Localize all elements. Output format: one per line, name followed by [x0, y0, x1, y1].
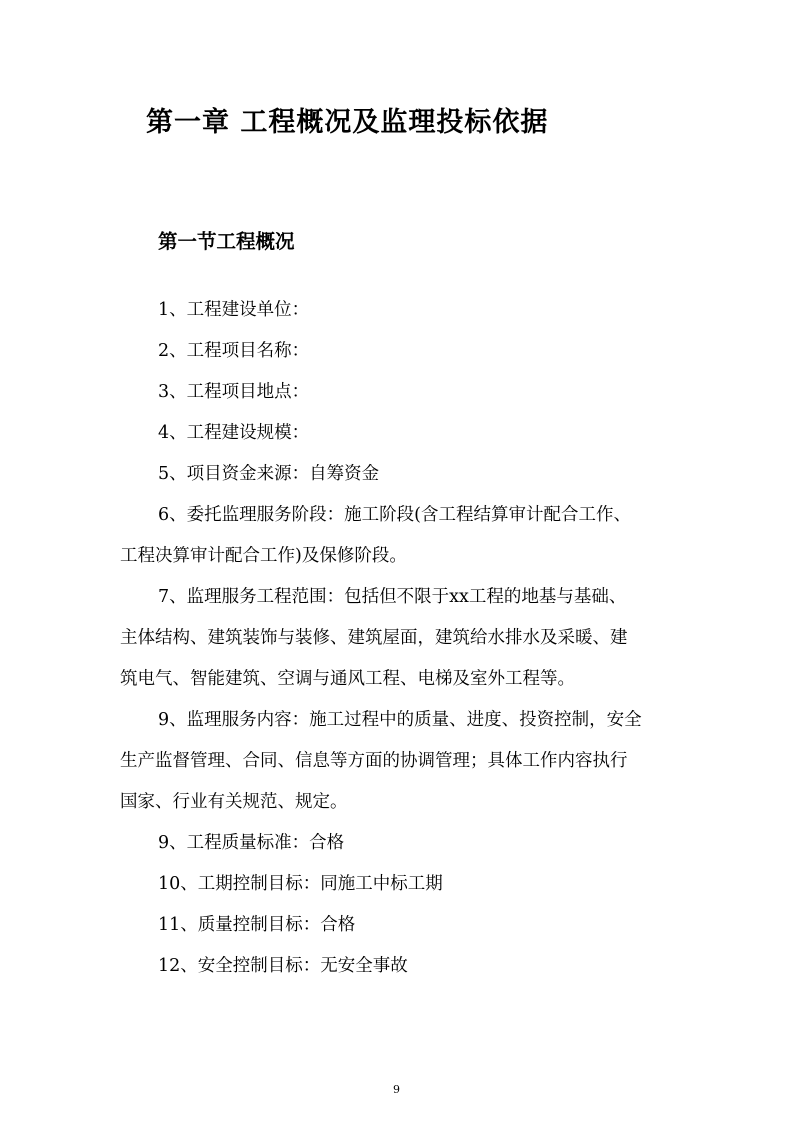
list-item — [120, 413, 680, 454]
list-item-line: 12、安全控制目标：无安全事故 — [158, 956, 408, 976]
list-item — [120, 372, 680, 413]
list-item-line: 2、工程项目名称： — [158, 341, 310, 361]
list-item-line: 10、工期控制目标：同施工中标工期 — [158, 874, 443, 894]
list-item-line: 7、监理服务工程范围：包括但不限于xx工程的地基与基础、 — [158, 587, 627, 607]
chapter-title: 第一章 工程概况及监理投标依据 — [146, 107, 549, 138]
list-item-line: 9、工程质量标准：合格 — [158, 833, 345, 853]
list-item-line: 生产监督管理、合同、信息等方面的协调管理；具体工作内容执行 — [120, 751, 628, 771]
list-item-line: 5、项目资金来源：自筹资金 — [158, 464, 380, 484]
list-item — [120, 905, 680, 946]
list-item-line: 3、工程项目地点： — [158, 382, 310, 402]
list-item-line: 工程决算审计配合工作)及保修阶段。 — [120, 546, 407, 566]
overview-list — [120, 290, 680, 987]
section-title: 第一节工程概况 — [158, 230, 295, 253]
list-item-line: 国家、行业有关规范、规定。 — [120, 792, 348, 812]
page-number: 9 — [393, 1083, 400, 1096]
list-item-line: 筑电气、智能建筑、空调与通风工程、电梯及室外工程等。 — [120, 669, 575, 689]
list-item — [120, 577, 680, 700]
list-item — [120, 454, 680, 495]
list-item — [120, 864, 680, 905]
list-item-line: 1、工程建设单位： — [158, 300, 310, 320]
list-item-line: 6、委托监理服务阶段：施工阶段(含工程结算审计配合工作、 — [158, 505, 631, 525]
list-item — [120, 290, 680, 331]
list-item-line: 9、监理服务内容：施工过程中的质量、进度、投资控制，安全 — [158, 710, 642, 730]
list-item — [120, 495, 680, 577]
list-item — [120, 823, 680, 864]
list-item — [120, 700, 680, 823]
list-item — [120, 946, 680, 987]
list-item-line: 11、质量控制目标：合格 — [158, 915, 356, 935]
list-item-line: 主体结构、建筑装饰与装修、建筑屋面，建筑给水排水及采暖、建 — [120, 628, 628, 648]
list-item-line: 4、工程建设规模： — [158, 423, 310, 443]
list-item — [120, 331, 680, 372]
